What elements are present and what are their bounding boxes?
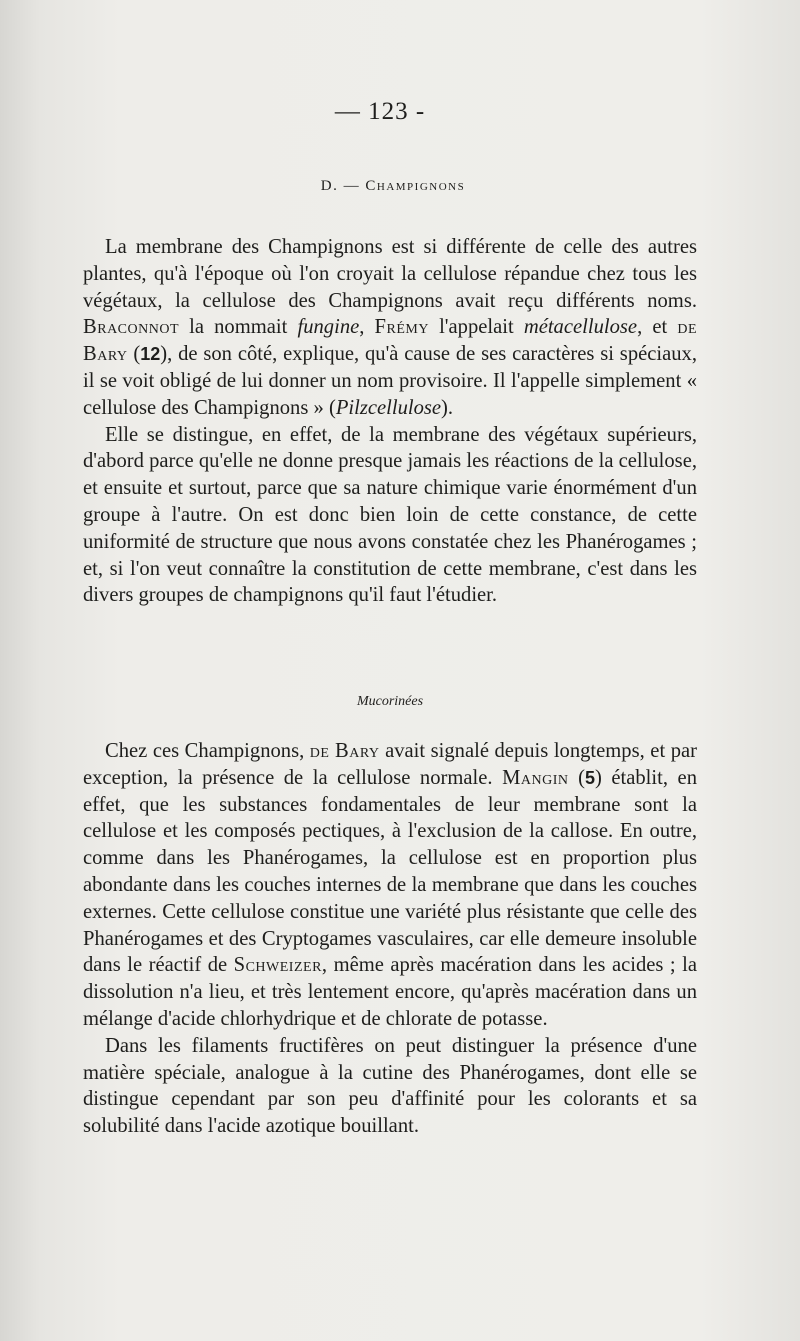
text-run: la nommait — [179, 316, 298, 339]
text-run: ( — [127, 343, 141, 366]
section-heading: D. — Champignons — [320, 178, 466, 194]
author-name: Bary — [335, 740, 380, 762]
paragraph-distinction: Elle se distingue, en effet, de la membrane des végétaux supérieurs, d'abord parce qu'elle ne donne presque jamais les réactions de la cellulose, et ensuite et surtout, parce que sa nature chimique varie énormément d'un groupe à l'autre. On est donc bien loin de cette constance, de cette uniformité de structure que nous avons constatée chez les Phanérogames ; et, si l'on veut connaître la constitution de cette membrane, c'est dans les divers groupes de champignons qu'il faut l'étudier. — [83, 423, 697, 607]
paragraph-membrane-names — [83, 234, 697, 422]
text-run: Chez ces Champignons, — [105, 740, 310, 762]
author-name: Frémy — [374, 316, 429, 339]
section-body-mucorinees — [83, 738, 697, 1140]
text-run: avait signalé depuis longtemps, et par exception, la présence de la cellulose normale. — [83, 740, 698, 789]
author-prefix: de — [677, 316, 697, 339]
text-run: ). — [441, 396, 454, 419]
text-run: , et — [637, 316, 678, 339]
text-run: , même après macération dans les acides ; la dissolution n'a lieu, et très lentement encore, qu'après macération dans un mélange d'acide chlorhydrique et de chlorate de potasse. — [83, 954, 697, 1030]
author-name: Mangin — [502, 766, 569, 789]
author-prefix: de — [309, 740, 330, 762]
text-run: l'appelait — [428, 316, 524, 339]
text-run: , — [359, 316, 375, 339]
reference-number: 12 — [140, 344, 161, 365]
term: métacellulose — [523, 316, 638, 339]
text-run: ), de son côté, explique, qu'à cause de ses caractères si spéciaux, il se voit obligé de lui donner un nom provisoire. Il l'appelle simplement « cellulose des Champignons » ( — [83, 343, 698, 419]
term: fungine — [297, 316, 360, 339]
section-body-champignons — [83, 234, 697, 609]
author-name: Braconnot — [83, 316, 180, 339]
text-run: La membrane des Champignons est si différente de celle des autres plantes, qu'à l'époque où l'on croyait la cellulose répandue chez tous les végétaux, la cellulose des Champignons avait reçu différents noms. — [83, 236, 697, 312]
subsection-heading: Mucorinées — [356, 694, 424, 709]
text-run: ( — [568, 766, 585, 789]
reference-number: 5 — [584, 767, 595, 788]
paragraph-cellulose-normale — [83, 738, 697, 1033]
author-name: Bary — [83, 343, 128, 366]
term: Pilzcellulose — [335, 396, 442, 419]
author-name: Schweizer — [233, 954, 322, 977]
page-number: — 123 - — [334, 98, 426, 125]
paragraph-filaments: Dans les filaments fructifères on peut distinguer la présence d'une matière spéciale, analogue à la cutine des Phanérogames, dont elle se distingue cependant par son peu d'affinité pour les colorants et sa solubilité dans l'acide azotique bouillant. — [83, 1034, 697, 1138]
text-run: ) établit, en effet, que les substances fondamentales de leur membrane sont la cellulose et les composés pectiques, à l'exclusion de la callose. En outre, comme dans les Phanérogames, la cellulose est en proportion plus abondante dans les couches internes de la membrane que dans les couches externes. Cette cellulose constitue une variété plus résistante que celle des Phanérogames et des Cryptogames vasculaires, car elle demeure insoluble dans le réactif de — [83, 766, 697, 977]
